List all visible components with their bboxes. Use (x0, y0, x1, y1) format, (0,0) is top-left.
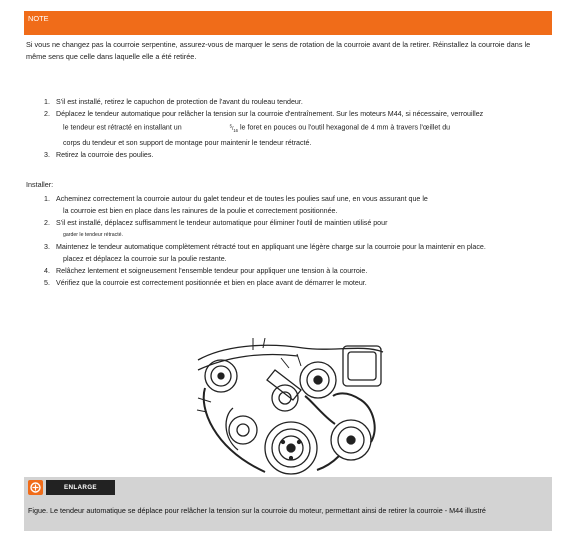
list-item: 2. S'il est installé, déplacez suffisamment le tendeur automatique pour éliminer l'outil de maintien utilisé pour garder le tendeur rétracté. (44, 219, 388, 238)
list-item: 5. Vérifiez que la courroie est correctement positionnée et bien en place avant de démarrer le moteur. (44, 279, 367, 287)
belt-tensioner-illustration (193, 338, 389, 476)
list-item: 3. Maintenez le tendeur automatique complètement rétracté tout en appliquant une légère charge sur la courroie pour la maintenir en place. placez et déplacez la courroie sur la poulie restante. (44, 243, 486, 263)
note-text: Si vous ne changez pas la courroie serpentine, assurez-vous de marquer le sens de rotation de la courroie avant de la retirer. Réinstallez la courroie dans le même sens que celle dans laquelle elle a été retirée. (26, 40, 531, 61)
enlarge-button[interactable]: ENLARGE (46, 480, 115, 495)
list-item: 1. S'il est installé, retirez le capuchon de protection de l'avant du rouleau tendeur. (44, 98, 303, 106)
fraction: $^5/_{16}$ (229, 123, 238, 133)
list-item: 1. Acheminez correctement la courroie autour du galet tendeur et de toutes les poulies sauf une, en vous assurant que le la courroie est bien en place dans les rainures de la poulie et correctement positionnée. (44, 195, 428, 215)
note-label: NOTE (28, 14, 49, 23)
removal-steps (44, 96, 554, 161)
figure-caption: Figue. Le tendeur automatique se déplace pour relâcher la tension sur la courroie du moteur, permettant ainsi de retirer la courroie - M44 illustré (28, 506, 486, 515)
list-item: 3. Retirez la courroie des poulies. (44, 150, 154, 159)
list-item: 4. Relâchez lentement et soigneusement l'ensemble tendeur pour appliquer une tension à la courroie. (44, 267, 368, 275)
note-header (24, 11, 552, 35)
install-heading: Installer: (26, 180, 54, 189)
figure-caption-bar (24, 477, 552, 531)
install-steps (44, 193, 554, 289)
enlarge-icon[interactable] (28, 480, 43, 495)
list-item: 2. Déplacez le tendeur automatique pour relâcher la tension sur la courroie d'entraînement. Sur les moteurs M44, si nécessaire, verrouillez le tendeur est rétracté en installant un $^5/_{16}$ le foret en pouces ou l'outil hexagonal de 4 mm à travers l'œillet du corps du tendeur et son support de montage pour maintenir le tendeur rétracté. (44, 110, 484, 147)
